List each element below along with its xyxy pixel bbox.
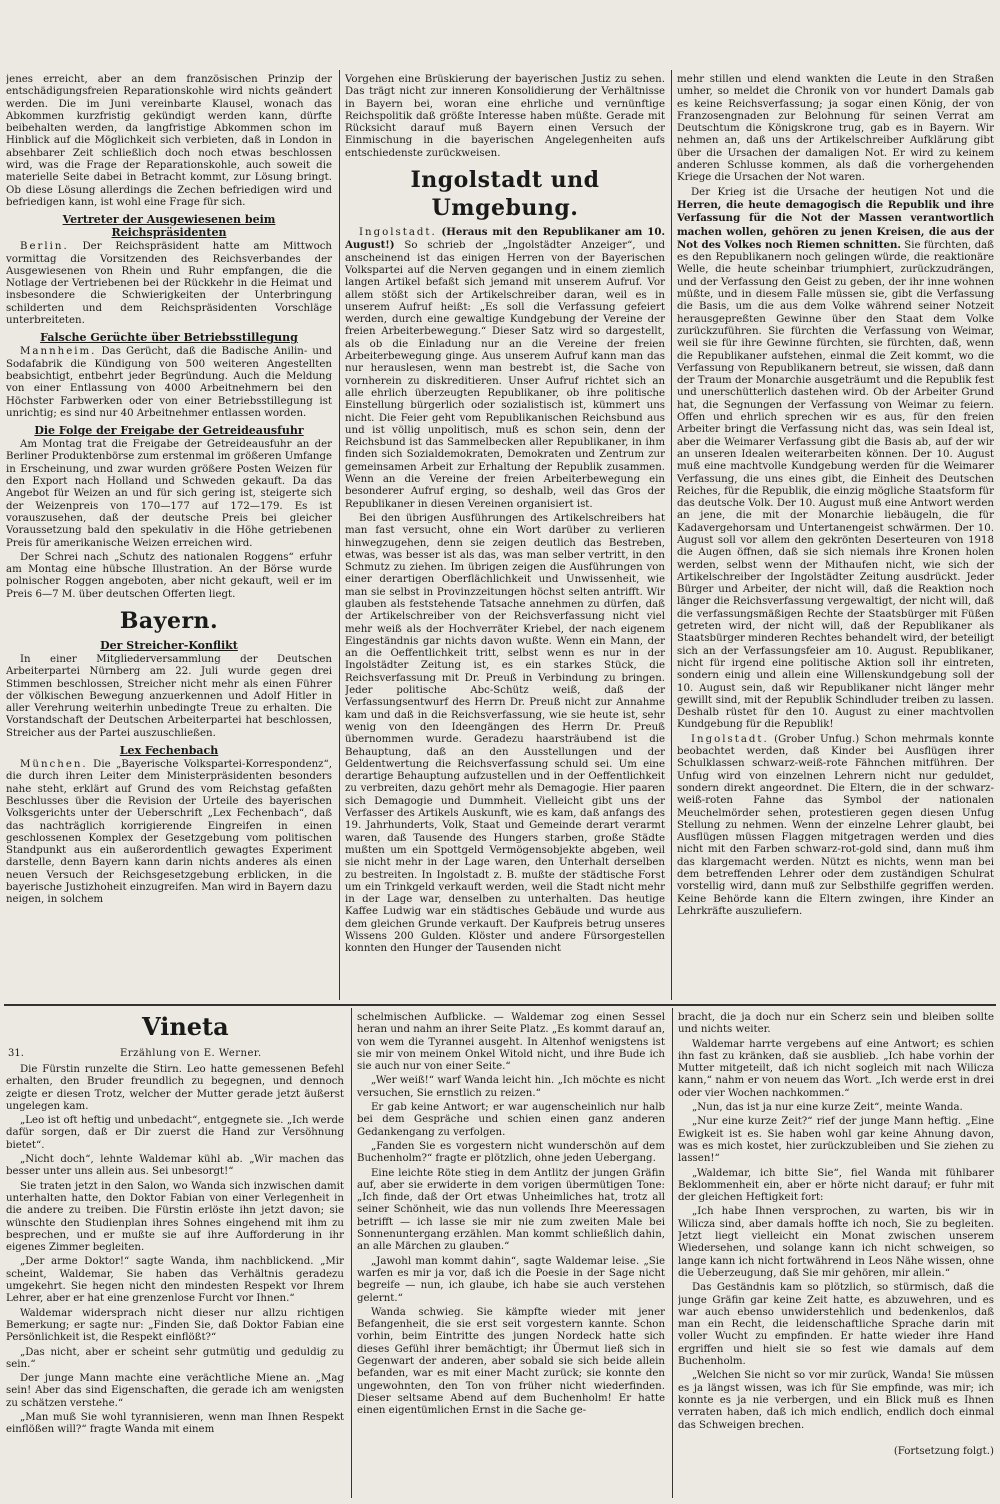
headline: Die Folge der Freigabe der Getreideausfuhr bbox=[34, 424, 304, 438]
paragraph: „Man muß Sie wohl tyrannisieren, wenn man Ihnen Respekt einflößen will?“ fragte Wanda mit einem bbox=[6, 1412, 344, 1436]
paragraph: „Das nicht, aber er scheint sehr gutmütig und geduldig zu sein.“ bbox=[6, 1346, 344, 1370]
paragraph: In einer Mitgliederversammlung der Deutschen Arbeiterpartei Nürnberg am 22. Juli wurde gegen drei Stimmen beschlossen, Streicher nicht mehr als einen Führer der völkischen Bewegung anzuerkennen und Adolf Hitler in aller Verehrung weiterhin unbedingte Treue zu erhalten. Die Vorstandschaft der Deutschen Arbeiterpartei hat beschlossen, Streicher aus der Partei auszuschließen. bbox=[6, 653, 332, 739]
feuilleton-column-3 bbox=[678, 1012, 994, 1500]
column-rule bbox=[672, 1008, 673, 1498]
feuilleton-column-1 bbox=[6, 1064, 344, 1500]
section-title: Bayern. bbox=[119, 607, 219, 634]
paragraph: Waldemar harrte vergebens auf eine Antwort; es schien ihn fast zu kränken, daß sie ausblieb. „Ich habe vorhin der Mutter mitgeteilt, daß ich nicht sogleich mit nach Wilicza kann,“ nahm er von neuem das Wort. „Ich werde erst in drei oder vier Wochen nachkommen.“ bbox=[678, 1038, 994, 1099]
paragraph: Der junge Mann machte eine verächtliche Miene an. „Mag sein! Aber das sind Eigenschaften, die gerade ich am wenigsten zu schätzen verstehe.“ bbox=[6, 1373, 344, 1409]
paragraph: „Nun, das ist ja nur eine kurze Zeit“, meinte Wanda. bbox=[692, 1102, 963, 1114]
headline: Vertreter der Ausgewiesenen beim Reichspräsidenten bbox=[62, 213, 276, 240]
paragraph: Der Schrei nach „Schutz des nationalen Roggens“ erfuhr am Montag eine hübsche Illustration. An der Börse wurde polnischer Roggen angeboten, aber nicht gekauft, weil er im Preis 6—7 M. über deutschen Offerten liegt. bbox=[6, 551, 332, 600]
column-rule bbox=[339, 70, 340, 1000]
chapter-number: 31. bbox=[8, 1048, 24, 1059]
paragraph: „Waldemar, ich bitte Sie“, fiel Wanda mit fühlbarer Beklommenheit ein, aber er hörte nicht darauf; er fuhr mit der gleichen Heftigkeit fort: bbox=[678, 1167, 994, 1204]
paragraph: schelmischen Aufblicke. — Waldemar zog einen Sessel heran und nahm an ihrer Seite Platz. „Es kommt darauf an, von wem die Tyrannei ausgeht. In Altenhof wenigstens ist sie mir von meinem Onkel Witold nicht, und ihre Bude ich sie auch nur von einer Seite.“ bbox=[357, 1012, 665, 1073]
paragraph: Ingolstadt. (Grober Unfug.) Schon mehrmals konnte beobachtet werden, daß Kinder bei Ausflügen ihrer Schulklassen schwarz-weiß-rote Fähnchen mitführen. Der Unfug wird von einzelnen Lehrern nicht nur geduldet, sondern direkt angeordnet. Die Eltern, die in der schwarz-weiß-roten Fahne das Symbol der nationalen Meuchelmörder sehen, protestieren gegen diesen Unfug Stellung zu nehmen. Wenn der einzelne Lehrer glaubt, bei Ausflügen müssen Flaggen mitgetragen werden und dies nicht mit den Farben schwarz-rot-gold sind, dann muß ihm das klargemacht werden. Nützt es nichts, wenn man bei dem betreffenden Lehrer oder dem zuständigen Schulrat vorstellig wird, dann muß zur Selbsthilfe gegriffen werden. Keine Behörde kann die Eltern zwingen, ihre Kinder an Lehrkräfte auszuliefern. bbox=[677, 733, 994, 917]
paragraph: Eine leichte Röte stieg in dem Antlitz der jungen Gräfin auf, aber sie erwiderte in dem vorigen übermütigen Tone: „Ich finde, daß der Ort etwas Unheimliches hat, trotz all seiner Schönheit, wie das nun vollends Ihre Meeressagen betrifft — ich lasse sie mir nie zum zweiten Male bei Sonnenuntergang erzählen. Man kommt schließlich dahin, an alle Märchen zu glauben.“ bbox=[357, 1167, 665, 1253]
paragraph: Waldemar widersprach nicht dieser nur allzu richtigen Bemerkung; er sagte nur: „Finden Sie, daß Doktor Fabian eine Persönlichkeit ist, die Respekt einflößt?“ bbox=[6, 1307, 344, 1344]
paragraph: Ingolstadt. (Heraus mit den Republikaner am 10. August!) So schrieb der „Ingolstädter Anzeiger“, und anscheinend ist das einigen Herren von der Bayerischen Volkspartei auf die Nerven gegangen und in einem ziemlich langen Artikel befaßt sich jemand mit unserem Aufruf. Vor allem stößt sich der Artikelschreiber daran, weil es in unserem Aufruf heißt: „Es soll die Verfassung gefeiert werden, durch eine gewaltige Kundgebung der Vereine der freien Arbeiterbewegung.“ Dieser Satz wird so dargestellt, als ob die Einladung nur an die Vereine der freien Arbeiterbewegung ginge. Aus unserem Aufruf kann man das nur herauslesen, wenn man bestrebt ist, die Sache von vornherein zu diskreditieren. Unser Aufruf richtet sich an alle ehrlich überzeugten Republikaner, ob ihre politische Einstellung bürgerlich oder sozialistisch ist, kümmert uns nicht. Die Feier geht vom Republikanischen Reichsbund aus und ist völlig unpolitisch, muß es schon sein, denn der Reichsbund ist das Sammelbecken aller Republikaner, in ihm finden sich Sozialdemokraten, Demokraten und Zentrum zur gemeinsamen Arbeit zur Erhaltung der Republik zusammen. Wenn an die Vereine der freien Arbeiterbewegung ein besonderer Aufruf erging, so deshalb, weil das Gros der Republikaner in diesen Vereinen organisiert ist. bbox=[345, 226, 665, 510]
paragraph: „Der arme Doktor!“ sagte Wanda, ihm nachblickend. „Mir scheint, Waldemar, Sie haben das Verhältnis geradezu umgekehrt. Sie hegen nicht den mindesten Respekt vor Ihrem Lehrer, aber er hat eine grenzenlose Furcht vor Ihnen.“ bbox=[6, 1256, 344, 1305]
paragraph: mehr stillen und elend wankten die Leute in den Straßen umher, so meldet die Chronik von vor hundert Damals gab es keine Reichsverfassung; ja sogar einen König, der von Franzosengnaden zur Belohnung für seinen Verrat am Deutschtum die Königskrone trug, gab es in Bayern. Wir nehmen an, daß uns der Artikelschreiber Aufklärung gibt über die Ursachen der damaligen Not. Er wird zu keinem anderen Schlusse kommen, als daß die vorhergehenden Kriege die Ursachen der Not waren. bbox=[677, 74, 994, 184]
paragraph: „Wer weiß!“ warf Wanda leicht hin. „Ich möchte es nicht versuchen, Sie ernstlich zu reizen.“ bbox=[357, 1075, 665, 1099]
paragraph: München. Die „Bayerische Volkspartei-Korrespondenz“, die durch ihren Leiter dem Ministerpräsidenten besonders nahe steht, erklärt auf Grund des vom Reichstag gefaßten Beschlusses über die Revision der Urteile des bayerischen Volksgerichts unter der Ueberschrift „Lex Fechenbach“, daß das nachträglich korrigierende Eingreifen in einen geschlossenen Komplex der Gesetzgebung vom politischen Standpunkt aus ein außerordentlich gewagtes Experiment darstelle, denn Bayern kann darin nichts anderes als einen neuen Versuch der Reichsgesetzgebung erblicken, in die bayerische Justizhoheit einzugreifen. Man wird in Bayern dazu neigen, in solchem bbox=[6, 759, 332, 906]
section-title: Ingolstadt und Umgebung. bbox=[410, 167, 600, 222]
feuilleton-title: Vineta bbox=[142, 1012, 229, 1041]
paragraph: „Fanden Sie es vorgestern nicht wunderschön auf dem Buchenholm?“ fragte er plötzlich, ohne jeden Uebergang. bbox=[357, 1140, 665, 1165]
paragraph: „Nicht doch“, lehnte Waldemar kühl ab. „Wir machen das besser unter uns allein aus. Sei unbesorgt!“ bbox=[6, 1154, 344, 1178]
paragraph: Wanda schwieg. Sie kämpfte wieder mit jener Befangenheit, die sie erst seit vorgestern kannte. Schon vorhin, beim Eintritte des jungen Nordeck hatte sich dieses Gefühl ihrer bemächtigt; ihr Übermut ließ sich in Gegenwart der anderen, aber sobald sie sich beide allein befanden, war es mit einer Macht zurück; sie konnte den ungewohnten, den Ton von früher nicht wiederfinden. Dieser seltsame Abend auf dem Buchenholm! Er hatte einen eigentümlichen Ernst in die Sache ge- bbox=[357, 1306, 665, 1417]
paragraph: „Jawohl man kommt dahin“, sagte Waldemar leise. „Sie warfen es mir ja vor, daß ich die Poesie in der Sage nicht begreife — nun, ich glaube, ich habe sie auch verstehen gelernt.“ bbox=[357, 1255, 665, 1304]
paragraph: Berlin. Der Reichspräsident hatte am Mittwoch vormittag die Vorsitzenden des Reichsverbandes der Ausgewiesenen von Rhein und Ruhr empfangen, die die Notlage der Vertriebenen bei der Rückkehr in die Heimat und insbesondere die Schwierigkeiten der Unterbringung schilderten und dem Reichspräsidenten Vorschläge unterbreiteten. bbox=[6, 241, 332, 327]
paragraph: Vorgehen eine Brüskierung der bayerischen Justiz zu sehen. Das trägt nicht zur inneren Konsolidierung der Verhältnisse in Bayern bei, woran eine ehrliche und vernünftige Reichspolitik daß größte Interesse haben müßte. Gerade mit Rücksicht darauf muß Bayern einen Versuch der Einmischung in die bayerischen Angelegenheiten aufs entschiedenste zurückweisen. bbox=[345, 74, 665, 159]
headline: Falsche Gerüchte über Betriebsstillegung bbox=[40, 331, 298, 345]
paragraph: Sie traten jetzt in den Salon, wo Wanda sich inzwischen damit unterhalten hatte, den Doktor Fabian von einer Verlegenheit in die andere zu treiben. Die Fürstin erlöste ihn jetzt davon; sie wünschte den Studienplan ihres Sohnes eingehend mit ihm zu besprechen, und er mußte sie auf ihre Aufforderung in ihr eigenes Zimmer begleiten. bbox=[6, 1180, 344, 1254]
paragraph: bracht, die ja doch nur ein Scherz sein und bleiben sollte und nichts weiter. bbox=[678, 1012, 994, 1036]
paragraph: Die Fürstin runzelte die Stirn. Leo hatte gemessenen Befehl erhalten, den Bruder freundlich zu begegnen, und dennoch zeigte er diesen Trotz, welcher der Mutter gerade jetzt äußerst ungelegen kam. bbox=[6, 1064, 344, 1112]
paragraph: „Nur eine kurze Zeit?“ rief der junge Mann heftig. „Eine Ewigkeit ist es. Sie haben wohl gar keine Ahnung davon, was es mich kostet, hier zurückzubleiben und Sie ziehen zu lassen!“ bbox=[678, 1116, 994, 1165]
paragraph: „Leo ist oft heftig und unbedacht“, entgegnete sie. „Ich werde dafür sorgen, daß er Dir zuerst die Hand zur Versöhnung bietet“. bbox=[6, 1115, 344, 1151]
paragraph: Am Montag trat die Freigabe der Getreideausfuhr an der Berliner Produktenbörse zum erstenmal im größeren Umfange in Erscheinung, und zwar wurden größere Posten Weizen für den Export nach Holland und Schweden gekauft. Da das Angebot für Weizen an und für sich gering ist, steigerte sich der Weizenpreis von 170—177 auf 172—179. Es ist vorauszusehen, daß der deutsche Preis bei gleicher Voraussetzung bald den spekulativ in die Höhe getriebenen Preis für amerikanische Weizen erreichen wird. bbox=[6, 439, 332, 549]
headline: Der Streicher-Konflikt bbox=[100, 638, 238, 652]
column-rule bbox=[671, 70, 672, 1000]
continuation-note: (Fortsetzung folgt.) bbox=[893, 1445, 994, 1457]
paragraph: Bei den übrigen Ausführungen des Artikelschreibers hat man fast versucht, ohne ein Wort darüber zu verlieren hinwegzugehen, denn sie zeigen deutlich das Bestreben, etwas, was besser ist als das, was man selber vertritt, in den Schmutz zu ziehen. Im übrigen zeigen die Ausführungen von einer derartigen Oberflächlichkeit und Unwissenheit, wie man sie selbst in Provinzzeitungen höchst selten antrifft. Wir glauben als feststehende Tatsache annehmen zu dürfen, daß der Artikelschreiber von der Reichsverfassung nicht viel mehr weiß als der Hochverräter Kriebel, der nach eigenem Eingeständnis gar nichts davon wußte. Wenn ein Mann, der an die Oeffentlichkeit tritt, selbst wenn es nur in der Ingolstädter Zeitung ist, es ein starkes Stück, die Reichsverfassung mit Dr. Preuß in Verbindung zu bringen. Jeder politische Abc-Schütz weiß, daß der Verfassungsentwurf des Herrn Dr. Preuß nicht zur Annahme kam und daß in die Reichsverfassung, wie sie heute ist, sehr wenig von den Ideengängen des Herrn Dr. Preuß übernommen wurde. Geradezu haarsträubend ist die Behauptung, daß an den Ausstellungen und der Geldentwertung die Reichsverfassung schuld sei. Um eine derartige Behauptung aufzustellen und in der Oeffentlichkeit zu verbreiten, dazu gehört mehr als Demagogie. Hier paaren sich Demagogie und Dummheit. Vielleicht gibt uns der Verfasser des Artikels Auskunft, wie es kam, daß anfangs des 19. Jahrhunderts, Volk, Staat und Gemeinde derart verarmt waren, daß Tausende des Hungers starben, große Städte mußten um ein Spottgeld Vermögensobjekte abgeben, weil sie nicht mehr in der Lage waren, den Unterhalt derselben zu bestreiten. In Ingolstadt z. B. mußte der städtische Forst um ein Trinkgeld verkauft werden, weil die Stadt nicht mehr in der Lage war, denselben zu unterhalten. Das heutige Kaffee Ludwig war ein städtisches Gebäude und wurde aus dem gleichen Grunde verkauft. Der Kaufpreis betrug unseres Wissens 200 Gulden. Klöster und andere Fürsorgestellen konnten den Hunger der Tausenden nicht bbox=[345, 512, 665, 955]
column-2 bbox=[345, 74, 665, 996]
paragraph: Das Geständnis kam so plötzlich, so stürmisch, daß die junge Gräfin gar keine Zeit hatte, es abzuwehren, und es war auch ebenso unwiderstehlich und bedenkenlos, daß man ein Recht, die leidenschaftliche Sprache darin mit voller Wucht zu empfinden. Er hatte wieder ihre Hand ergriffen und hielt sie so fest wie damals auf dem Buchenholm. bbox=[678, 1282, 994, 1368]
paragraph: „Ich habe Ihnen versprochen, zu warten, bis wir in Wilicza sind, aber damals hoffte ich noch, Sie zu begleiten. Jetzt liegt vielleicht ein Monat zwischen unserem Wiedersehen, und solange kann ich nicht schweigen, so lange kann ich nicht fortwährend in Leos Nähe wissen, ohne die Ueberzeugung, daß Sie mir gehören, mir allein.“ bbox=[678, 1206, 994, 1279]
paragraph: Mannheim. Das Gerücht, daß die Badische Anilin- und Sodafabrik die Kündigung von 500 weiteren Angestellten beabsichtigt, entbehrt jeder Begründung. Auch die Meldung von einer Entlassung von 4000 Arbeitnehmern bei den Höchster Farbwerken oder von einer Betriebsstillegung ist unrichtig; es sind nur 40 Arbeitnehmer entlassen worden. bbox=[6, 346, 332, 419]
headline: Lex Fechenbach bbox=[119, 744, 219, 758]
paragraph: Der Krieg ist die Ursache der heutigen Not und die Herren, die heute demagogisch die Republik und ihre Verfassung für die Not der Massen verantwortlich machen wollen, gehören zu jenen Kreisen, die aus der Not des Volkes noch Riemen schnitten. Sie fürchten, daß es den Republikanern noch gelingen würde, die reaktionäre Welle, die heute scheinbar triumphiert, zurückzudrängen, und der Verfassung den Geist zu geben, der ihr inne wohnen müßte, und in diesem Falle müssen sie, gibt die Verfassung die Basis, um die aus dem Volke während seiner Notzeit herausgepreßten Gewinne über den Staat dem Volke zurückzuführen. Sie fürchten die Verfassung von Weimar, weil sie für ihre Gewinne fürchten, sie fürchten, daß, wenn die Republikaner aufstehen, einmal die Zeit kommt, wo die Verfassung von Republikanern betreut, sie wissen, daß dann der Traum der Monarchie ausgeträumt und die Republik fest und unerschütterlich dastehen wird. Ob der Arbeiter Grund hat, die Segnungen der Verfassung von Weimar zu feiern. Offen und ehrlich sprechen wir es aus, für den freien Arbeiter bringt die Verfassung nicht das, was sein Ideal ist, aber die Weimarer Verfassung gibt die Basis ab, auf der wir an unseren Idealen weiterarbeiten können. Der 10. August muß eine machtvolle Kundgebung werden für die Weimarer Verfassung, die uns eines gibt, die Einheit des Deutschen Reiches, für die Republik, die einzig mögliche Staatsform für das deutsche Volk. Der 10. August muß eine Antwort werden an jene, die mit der Monarchie liebäugeln, die für Kadavergehorsam und Untertanengeist schwärmen. Der 10. August soll vor allem den gekrönten Deserteuren von 1918 die Augen öffnen, daß sie sich niemals ihre Kronen holen werden, selbst wenn der Mithaufen nicht, wie sich der Artikelschreiber der Ingolstädter Zeitung ausdrückt. Jeder Bürger und Arbeiter, der nicht will, daß die Reaktion noch länger die Reichsverfassung vergewaltigt, der nicht will, daß die verfassungsmäßigen Rechte der Staatsbürger mit Füßen getreten wird, der nicht will, daß der Republikaner als Staatsbürger minderen Rechtes behandelt wird, der beteiligt sich an der Verfassungsfeier am 10. August. Republikaner, nicht für irgend eine politische Aktion soll ihr eintreten, sondern einig und allein eine Willenskundgebung soll der 10. August sein, daß wir Republikaner nicht länger mehr gewillt sind, mit der Republik Schindluder treiben zu lassen. Deshalb rüstet für den 10. August zu einer machtvollen Kundgebung für die Republik! bbox=[677, 186, 994, 731]
paragraph: jenes erreicht, aber an dem französischen Prinzip der entschädigungsfreien Reparationskohle wird nichts geändert werden. Die im Juni vereinbarte Klausel, wonach das Abkommen kurzfristig gekündigt werden kann, dürfte beibehalten werden, da langfristige Abkommen schon im Hinblick auf die Möglichkeit sich verbieten, daß in London in absehbarer Zeit schließlich doch noch etwas beschlossen wird, was die Frage der Reparationskohle, auch soweit die materielle Seite dabei in Betracht kommt, zur Lösung bringt. Ob diese Lösung allerdings die Zechen befriedigen wird und befriedigen kann, ist wohl eine Frage für sich. bbox=[6, 74, 332, 208]
paragraph: „Welchen Sie nicht so vor mir zurück, Wanda! Sie müssen es ja längst wissen, was ich für Sie empfinde, was mir; ich konnte es ja nie verbergen, und ein Blick muß es Ihnen verraten haben, daß ich mich endlich, endlich doch einmal das Schweigen brechen. bbox=[678, 1370, 994, 1431]
feuilleton-rule bbox=[4, 1004, 996, 1006]
feuilleton-column-2 bbox=[357, 1012, 665, 1500]
paragraph: Er gab keine Antwort; er war augenscheinlich nur halb bei dem Gespräche und schien einen ganz anderen Gedankengang zu verfolgen. bbox=[357, 1102, 665, 1138]
column-1 bbox=[6, 74, 332, 996]
byline: Erzählung von E. Werner. bbox=[120, 1048, 262, 1059]
column-3 bbox=[677, 74, 994, 996]
column-rule bbox=[351, 1008, 352, 1498]
